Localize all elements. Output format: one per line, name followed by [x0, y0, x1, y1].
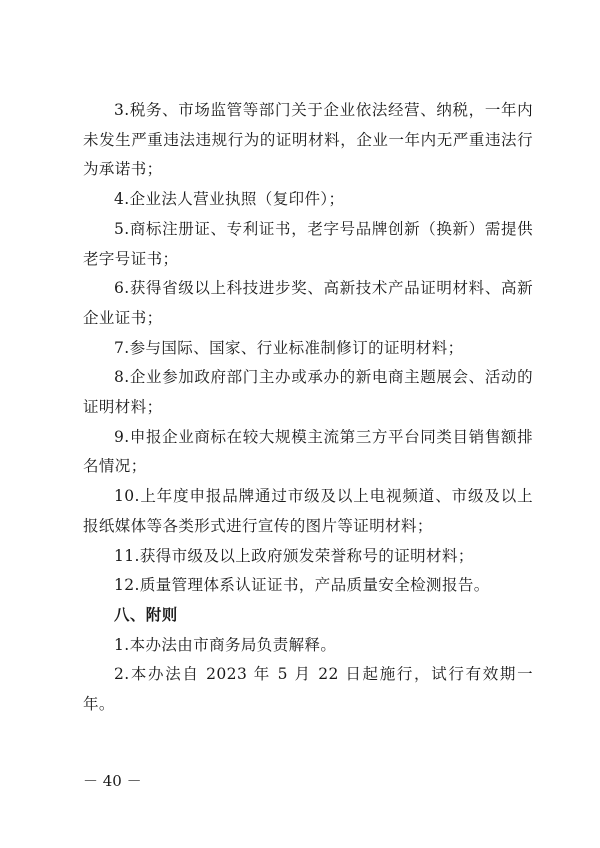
list-item: 12.质量管理体系认证证书，产品质量安全检测报告。	[114, 576, 490, 595]
document-body	[83, 96, 533, 720]
list-item: 3.税务、市场监管等部门关于企业依法经营、纳税，一年内未发生严重违法违规行为的证明材料，企业一年内无严重违法行为承诺书；	[83, 101, 533, 179]
list-item: 5.商标注册证、专利证书，老字号品牌创新（换新）需提供老字号证书；	[83, 219, 533, 268]
list-item: 4.企业法人营业执照（复印件）；	[114, 190, 345, 209]
list-item: 10.上年度申报品牌通过市级及以上电视频道、市级及以上报纸媒体等各类形式进行宣传的图片等证明材料；	[83, 487, 533, 535]
appendix-item: 2.本办法自 2023 年 5 月 22 日起施行，试行有效期一年。	[83, 665, 533, 714]
page-number: － 40 －	[83, 772, 142, 790]
appendix-item: 1.本办法由市商务局负责解释。	[114, 635, 337, 654]
list-item: 7.参与国际、国家、行业标准制修订的证明材料；	[114, 338, 464, 357]
section-heading: 八、附则	[114, 605, 178, 624]
list-item: 8.企业参加政府部门主办或承办的新电商主题展会、活动的证明材料；	[83, 368, 533, 417]
list-item: 6.获得省级以上科技进步奖、高新技术产品证明材料、高新企业证书；	[83, 279, 533, 327]
list-item: 11.获得市级及以上政府颁发荣誉称号的证明材料；	[114, 546, 474, 565]
list-item: 9.申报企业商标在较大规模主流第三方平台同类目销售额排名情况；	[83, 427, 533, 476]
